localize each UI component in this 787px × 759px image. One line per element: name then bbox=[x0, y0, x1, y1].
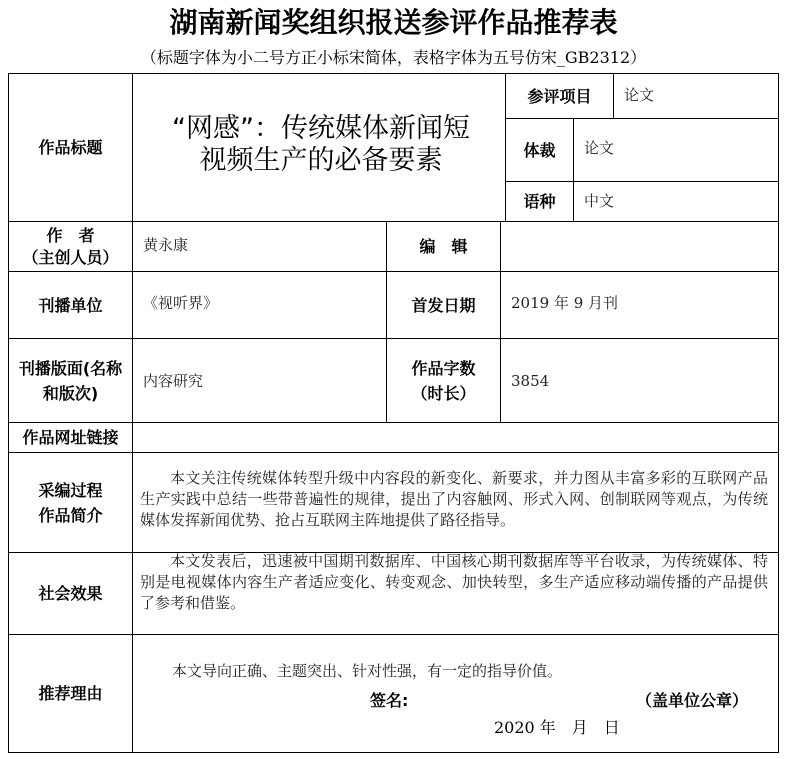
reason-label: 推荐理由 bbox=[38, 684, 103, 703]
publisher-value[interactable]: 《视听界》 bbox=[143, 294, 219, 312]
language-label: 语种 bbox=[523, 192, 556, 211]
process-label: 采编过程 作品简介 bbox=[38, 480, 103, 525]
date-line[interactable]: 2020 年 月 日 bbox=[494, 718, 620, 737]
category-value[interactable]: 论文 bbox=[624, 86, 655, 104]
editor-value[interactable] bbox=[501, 222, 778, 271]
language-value[interactable]: 中文 bbox=[584, 192, 615, 210]
first-date-label: 首发日期 bbox=[411, 295, 476, 315]
category-label: 参评项目 bbox=[527, 86, 592, 106]
table-right-border bbox=[778, 73, 779, 753]
genre-value[interactable]: 论文 bbox=[584, 139, 615, 157]
work-title-value[interactable]: “网感”：传统媒体新闻短 视频生产的必备要素 bbox=[172, 113, 470, 176]
editor-label: 编 辑 bbox=[419, 237, 468, 256]
author-value[interactable]: 黄永康 bbox=[143, 236, 189, 254]
publisher-label: 刊播单位 bbox=[38, 295, 103, 315]
sign-label: 签名: bbox=[370, 691, 409, 710]
work-title-label: 作品标题 bbox=[38, 138, 103, 157]
form-subtitle: （标题字体为小二号方正小标宋简体，表格字体为五号仿宋_GB2312） bbox=[140, 48, 647, 67]
section-value[interactable]: 内容研究 bbox=[143, 372, 204, 390]
effect-text[interactable]: 本文发表后，迅速被中国期刊数据库、中国核心期刊数据库等平台收录，为传统媒体、特别是电视媒体内容生产者适应变化、转变观念、加快转型，多生产适应移动端传播的产品提供了参考和借鉴。 bbox=[140, 552, 768, 612]
first-date-value[interactable]: 2019 年 9 月刊 bbox=[511, 294, 619, 312]
process-text[interactable]: 本文关注传统媒体转型升级中内容段的新变化、新要求，并力图从丰富多彩的互联网产品生产实践中总结一些带普遍性的规律，提出了内容触网、形式入网、创制联网等观点，为传统媒体发挥新闻优势、抢占互联网主阵地提供了路径指导。 bbox=[140, 469, 768, 529]
table-bottom-border bbox=[8, 752, 779, 753]
seal-label: （盖单位公章） bbox=[636, 691, 749, 710]
genre-label: 体裁 bbox=[523, 140, 556, 160]
section-label: 刊播版面(名称 和版次) bbox=[18, 358, 123, 403]
url-value[interactable] bbox=[133, 423, 778, 452]
reason-text[interactable]: 本文导向正确、主题突出、针对性强，有一定的指导价值。 bbox=[172, 662, 563, 680]
effect-label: 社会效果 bbox=[38, 584, 103, 603]
form-title: 湖南新闻奖组织报送参评作品推荐表 bbox=[169, 6, 618, 39]
url-label: 作品网址链接 bbox=[22, 428, 119, 447]
author-label: 作 者 （主创人员） bbox=[22, 225, 119, 267]
word-count-value[interactable]: 3854 bbox=[511, 371, 550, 390]
word-count-label: 作品字数 （时长） bbox=[411, 358, 476, 403]
